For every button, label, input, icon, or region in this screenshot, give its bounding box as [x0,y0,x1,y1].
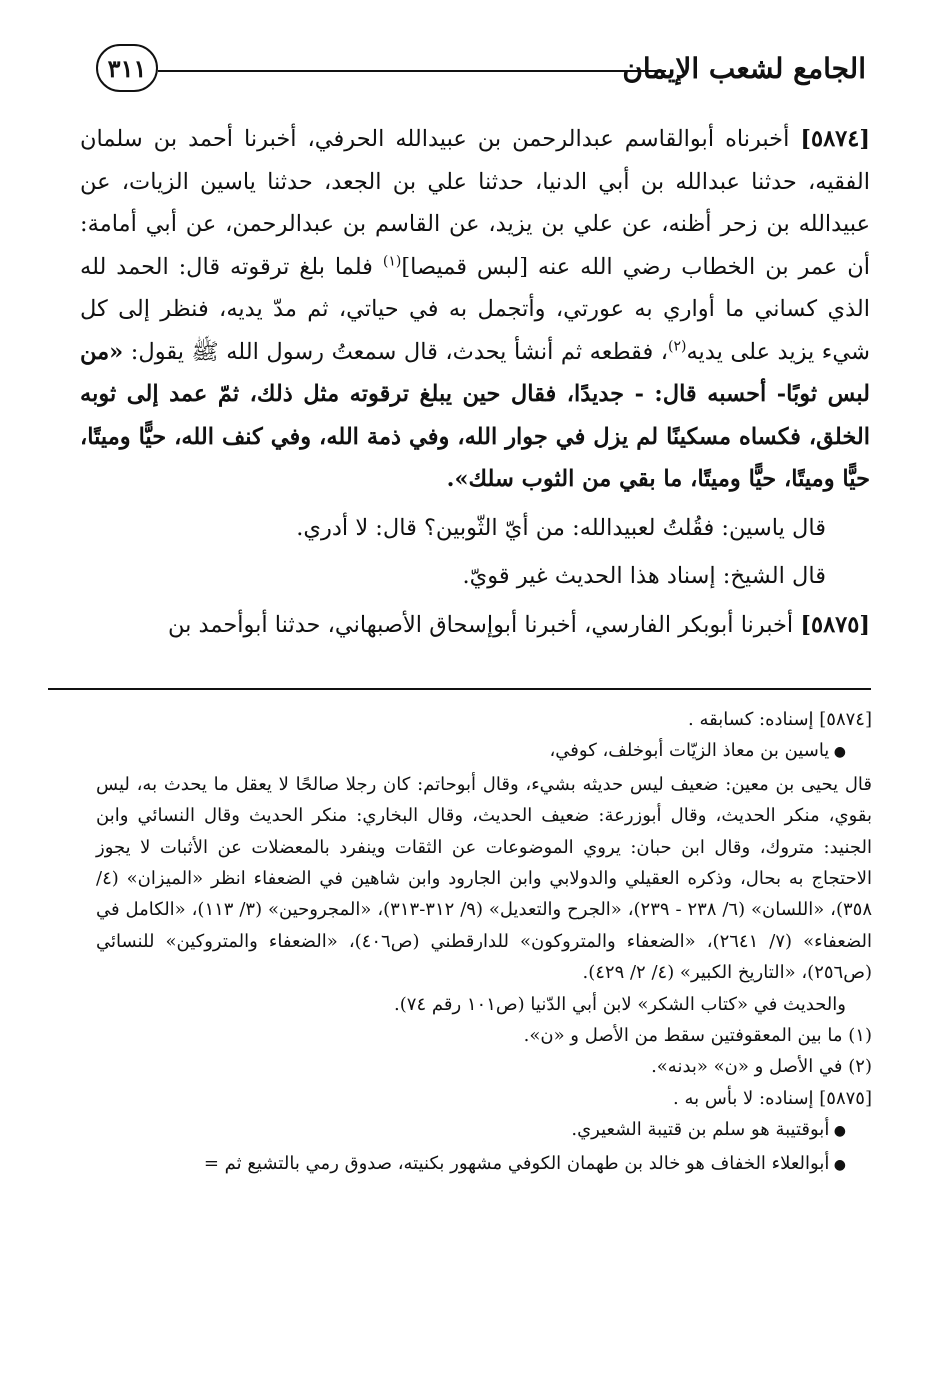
note-5874-bullet: ● ياسين بن معاذ الزيّات أبوخلف، كوفي، [96,735,872,768]
note-5874-hadith-source: والحديث في «كتاب الشكر» لابن أبي الدّنيا (ص١٠١ رقم ٧٤). [394,993,846,1015]
note-5874-heading: [٥٨٧٤] إسناده: كسابقه . [688,709,872,730]
isnad-text: أخبرناه أبوالقاسم عبدالرحمن بن عبيدالله الحرفي، أخبرنا أحمد بن سلمان الفقيه، حدثنا عبدالله بن أبي الدنيا، حدثنا علي بن الجعد، حدثنا ياسين الزيات، عن عبيدالله بن زحر أظنه، عن علي بن يزيد، عن القاسم بن عبدالرحمن، عن أبي أمامة: أن عمر بن الخطاب رضي الله عنه [لبس قميصا] [80,126,870,280]
yasin-statement: قال ياسين: فقُلتُ لعبيدالله: من أيّ الثّوبين؟ قال: لا أدري. [296,514,826,541]
footnotes [96,704,872,1181]
hadith-5875 [80,604,870,647]
footnote-marker-2: (٢) [667,338,687,354]
prophetic-quote: «من لبس ثوبًا- أحسبه قال: - جديدًا، فقال حين يبلغ ترقوته مثل ذلك، ثمّ عمد إلى ثوبه الخلق، فكساه مسكينًا لم يزل في جوار الله، وفي ذمة الله، وفي كنف الله، حيًّا وميتًا، حيًّا وميتًا، حيًّا وميتًا، ما بقي من الثوب سلك». [80,338,870,492]
running-title: الجامع لشعب الإيمان [622,52,866,85]
header-rule [158,70,666,72]
shaykh-statement: قال الشيخ: إسناد هذا الحديث غير قويّ. [462,563,826,589]
isnad-text: أخبرنا أبوبكر الفارسي، أخبرنا أبوإسحاق الأصبهاني، حدثنا أبوأحمد بن [167,611,794,638]
narration-text-continued: ، فقطعه ثم أنشأ يحدث، قال سمعتُ رسول الله ﷺ يقول: [130,338,668,365]
hadith-number: [٥٨٧٥] [800,611,870,638]
note-5874-body: قال يحيى بن معين: ضعيف ليس حديثه بشيء، وقال أبوحاتم: كان رجلا صالحًا لا يعقل ما يحدث به، ليس بقوي، منكر الحديث، وقال أبوزرعة: ضعيف الحديث، وقال البخاري: منكر الحديث وقال النسائي وابن الجنيد: متروك، وقال ابن حبان: يروي الموضوعات عن الثقات وينفرد بالمعضلات عن الأثبات لا يجوز الاحتجاج به بحال، وذكره العقيلي والدولابي وابن الجارود وابن شاهين في الضعفاء انظر «الميزان» (٤/ ٣٥٨)، «اللسان» (٦/ ٢٣٨ - ٢٣٩)، «الجرح والتعديل» (٩/ ٣١٢-٣١٣)، «المجروحين» (٣/ ١١٣)، «الكامل في الضعفاء» (٧/ ٢٦٤١)، «الضعفاء والمتروكون» للدارقطني (ص٤٠٦)، «الضعفاء والمتروكين» للنسائي (ص٢٥٦)، «التاريخ الكبير» (٤/ ٢/ ٤٢٩). [96,773,872,984]
footnote-marker-1: (١) [382,253,402,269]
footnote-2: (٢) في الأصل و «ن» «بدنه». [651,1056,872,1078]
footnote-separator [48,688,871,690]
main-text [80,118,870,646]
page-number: ٣١١ [107,53,147,83]
hadith-5874 [80,118,870,501]
note-5875-bullet-2: ● أبوالعلاء الخفاف هو خالد بن طهمان الكوفي مشهور بكنيته، صدوق رمي بالتشيع ثم = [96,1148,872,1181]
hadith-number: [٥٨٧٤] [800,126,870,152]
page-number-badge [96,44,158,92]
note-5875-heading: [٥٨٧٥] إسناده: لا بأس به . [673,1087,872,1109]
note-5875-bullet-1: ● أبوقتيبة هو سلم بن قتيبة الشعيري. [96,1114,872,1147]
footnote-1: (١) ما بين المعقوفتين سقط من الأصل و «ن». [523,1025,872,1047]
narration-text: فلما بلغ ترقوته قال: الحمد لله الذي كساني ما أواري به عورتي، وأتجمل به في حياتي، ثم مدّ يديه، فنظر إلى كل شيء يزيد على يديه [80,253,870,365]
page-header [96,44,866,96]
